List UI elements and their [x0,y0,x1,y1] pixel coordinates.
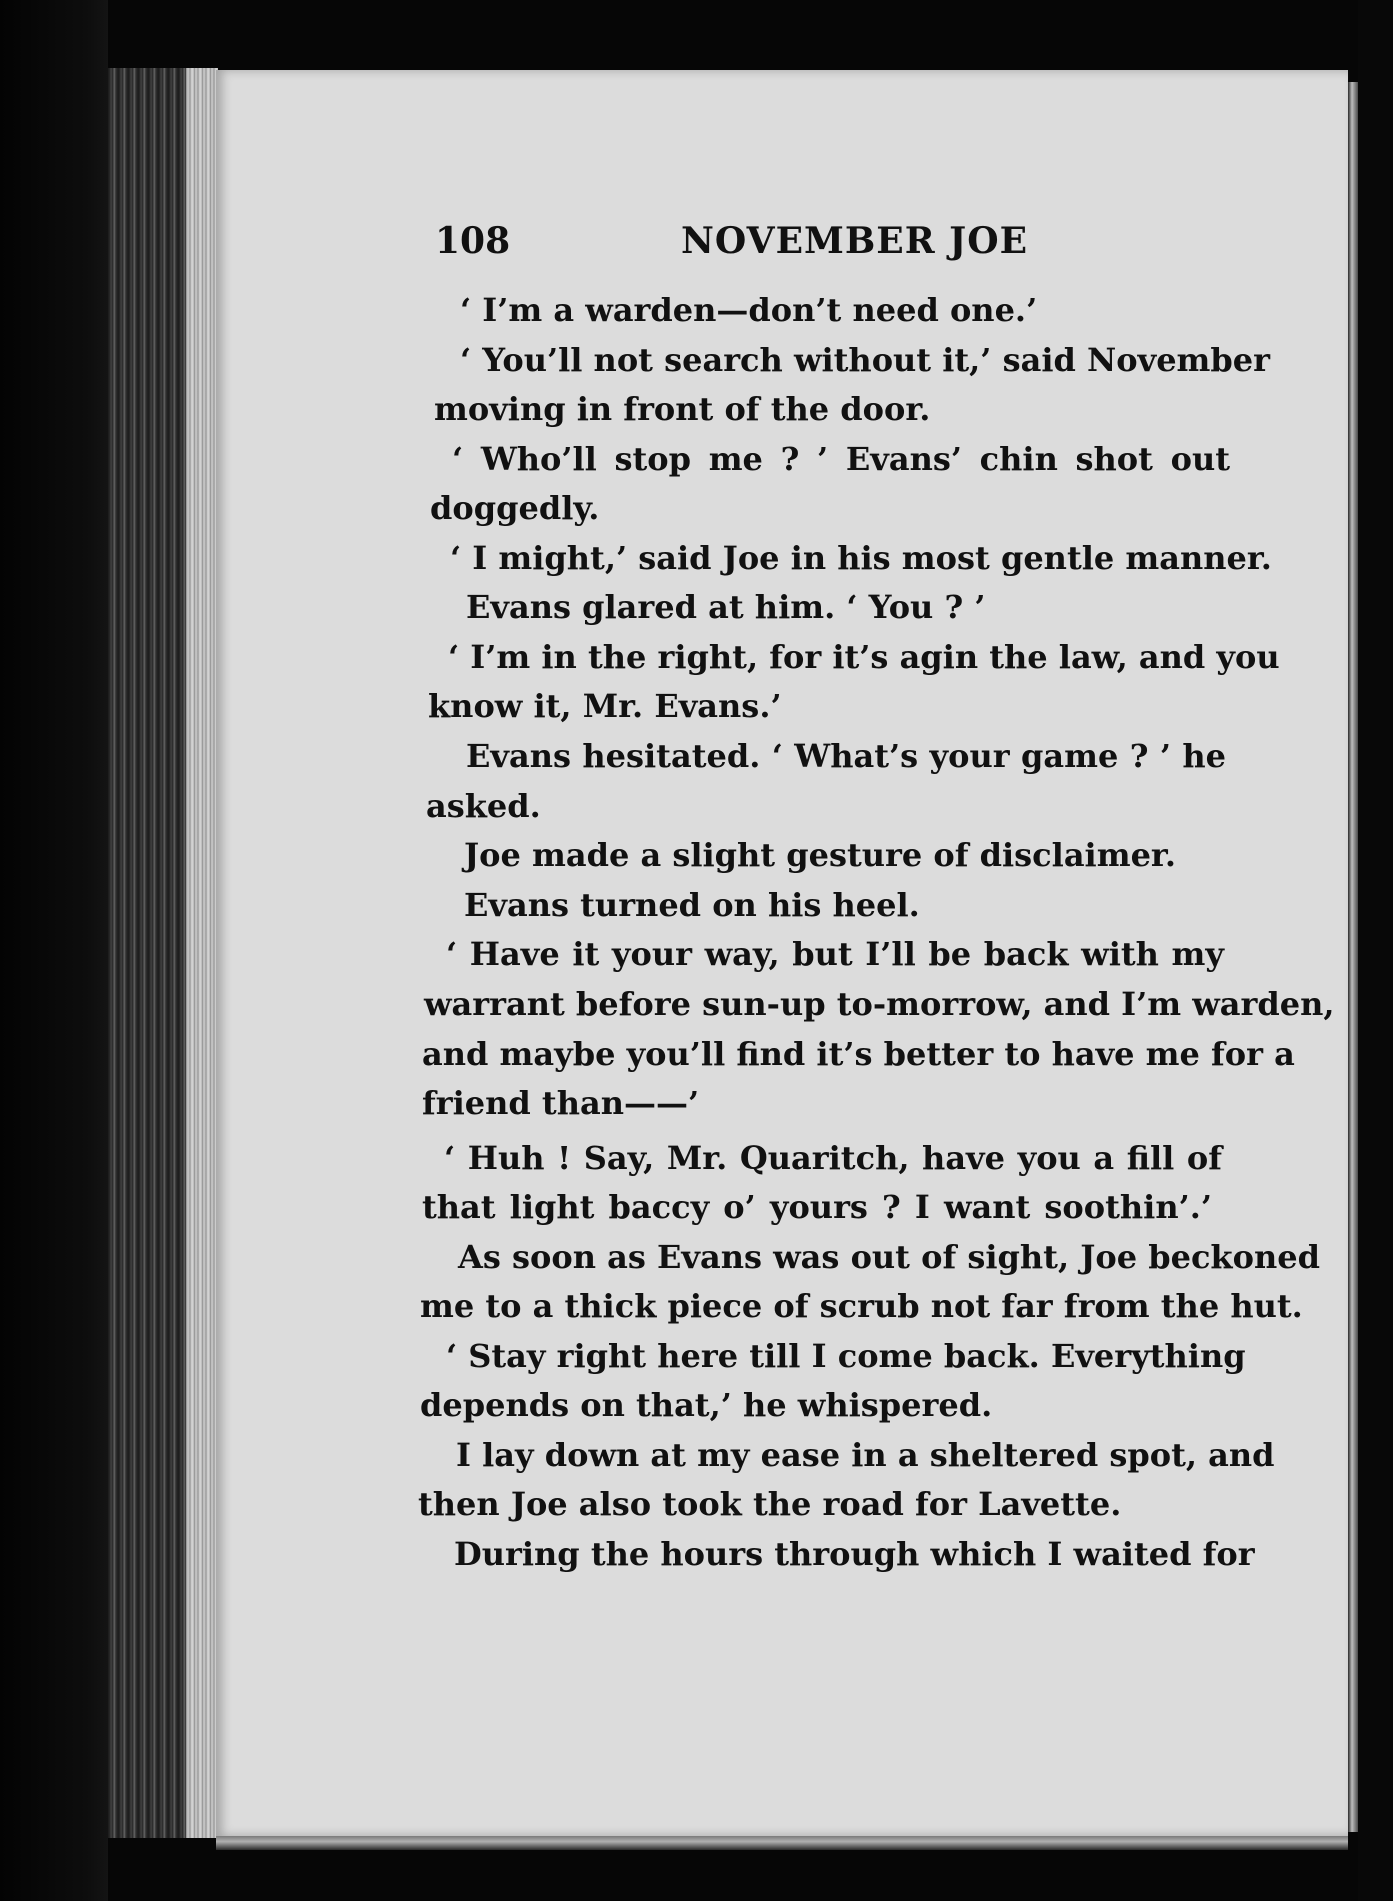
text-line: Joe made a slight gesture of disclaimer. [464,836,1176,874]
text-line: ‘ Huh ! Say, Mr. Quaritch, have you a fill of [444,1139,1222,1177]
text-line: I lay down at my ease in a sheltered spot, and [456,1436,1275,1474]
text-line: know it, Mr. Evans.’ [428,687,782,725]
running-head: NOVEMBER JOE [681,220,1029,262]
stacked-page-edges [108,68,218,1838]
text-line: asked. [426,787,541,825]
text-line: Evans hesitated. ‘ What’s your game ? ’ he [466,737,1226,775]
left-margin-shadow [0,0,108,1901]
text-line: ‘ You’ll not search without it,’ said November [460,341,1270,379]
text-line: ‘ I might,’ said Joe in his most gentle manner. [450,539,1272,577]
text-line: depends on that,’ he whispered. [420,1386,993,1424]
text-line: As soon as Evans was out of sight, Joe beckoned [458,1238,1320,1276]
text-line: ‘ I’m in the right, for it’s agin the law, and you [448,638,1280,676]
text-line: doggedly. [430,489,600,527]
page-number: 108 [435,220,511,262]
text-line: friend than——’ [422,1084,700,1122]
text-line: then Joe also took the road for Lavette. [418,1485,1122,1523]
facing-page-edge [1348,82,1358,1832]
text-line: warrant before sun-up to-morrow, and I’m warden, [424,985,1335,1023]
text-line: ‘ Stay right here till I come back. Everything [446,1337,1246,1375]
bottom-page-edges [216,1836,1348,1850]
text-line: Evans glared at him. ‘ You ? ’ [466,588,986,626]
text-line: During the hours through which I waited for [454,1535,1255,1573]
text-line: ‘ Have it your way, but I’ll be back with my [446,935,1224,973]
text-line: me to a thick piece of scrub not far from the hut. [420,1287,1303,1325]
page-header [435,220,1235,270]
text-line: Evans turned on his heel. [464,886,920,924]
text-line: and maybe you’ll find it’s better to have me for a [422,1035,1295,1073]
text-line: ‘ I’m a warden—don’t need one.’ [460,291,1038,329]
text-line: that light baccy o’ yours ? I want soothin’.’ [422,1188,1212,1226]
text-line: moving in front of the door. [434,390,931,428]
right-margin-shadow [1358,0,1393,1901]
text-line: ‘ Who’ll stop me ? ’ Evans’ chin shot out [452,440,1230,478]
